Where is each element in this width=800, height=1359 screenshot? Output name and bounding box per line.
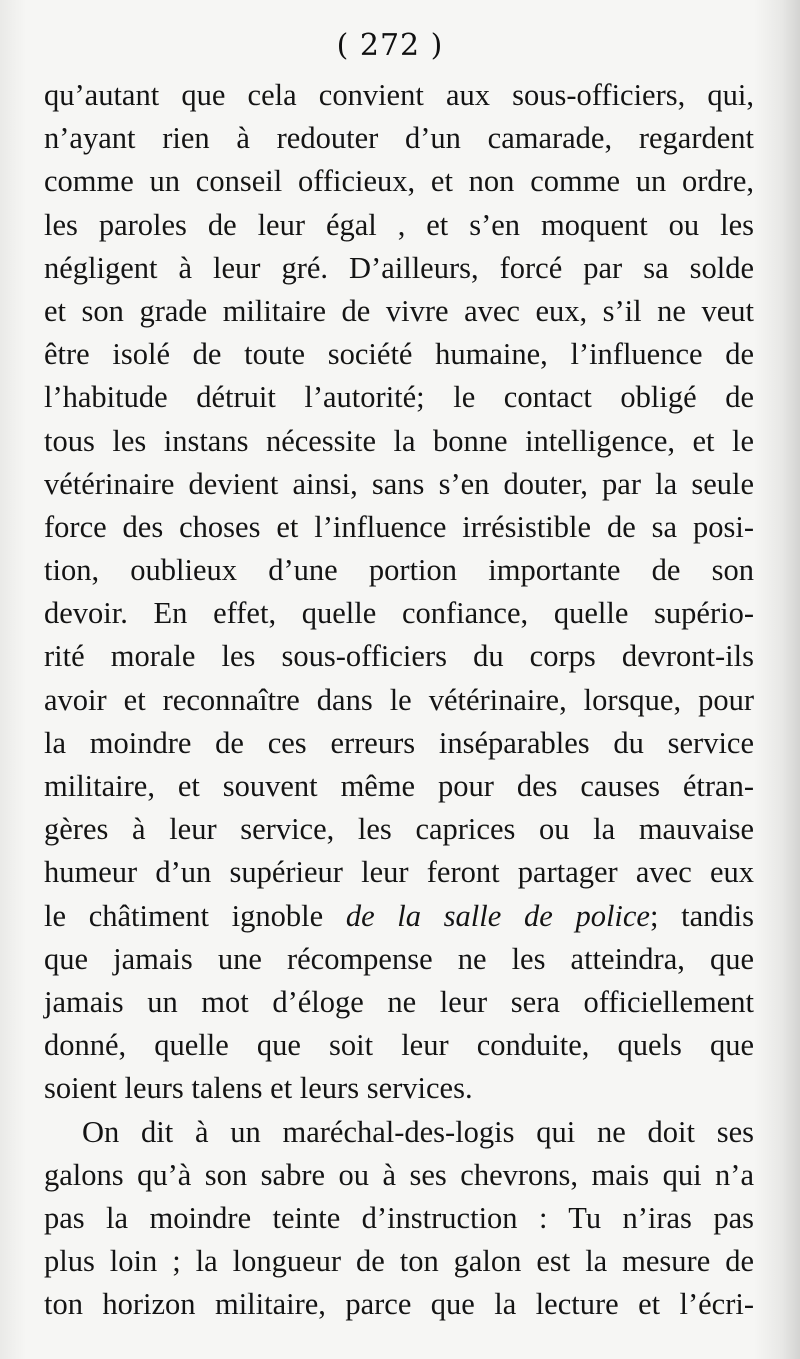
page-number: ( 272 ) (336, 28, 444, 63)
text-line: tous les instans nécessite la bonne intelligence, et le (44, 423, 754, 458)
text-line: humeur d’un supérieur leur feront partager avec eux (44, 855, 754, 890)
text-line: ton horizon militaire, parce que la lecture et l’écri- (44, 1287, 754, 1322)
text-line: gères à leur service, les caprices ou la mauvaise (44, 812, 754, 847)
text-line: donné, quelle que soit leur conduite, quels que (44, 1028, 754, 1063)
text-line: et son grade militaire de vivre avec eux, s’il ne veut (44, 293, 754, 328)
text-line: vétérinaire devient ainsi, sans s’en douter, par la seule (44, 466, 754, 501)
text-line: comme un conseil officieux, et non comme un ordre, (44, 164, 754, 199)
text-line: rité morale les sous-officiers du corps devront-ils (44, 639, 754, 674)
text-line: devoir. En effet, quelle confiance, quelle supério- (44, 596, 754, 631)
paragraph-2 (44, 1111, 754, 1327)
italic-phrase: de la salle de police (345, 898, 650, 933)
text-line: les paroles de leur égal , et s’en moquent ou les (44, 207, 754, 242)
text-line: tion, oublieux d’une portion importante de son (44, 553, 754, 588)
text-line: force des choses et l’influence irrésistible de sa posi- (44, 509, 754, 544)
text-line: la moindre de ces erreurs inséparables du service (44, 725, 754, 760)
page-body (44, 74, 754, 1326)
text-line: On dit à un maréchal-des-logis qui ne doit ses (82, 1114, 754, 1149)
text-line: soient leurs talens et leurs services. (44, 1071, 473, 1106)
text-line: galons qu’à son sabre ou à ses chevrons, mais qui n’a (44, 1157, 754, 1192)
text-line: l’habitude détruit l’autorité; le contact obligé de (44, 380, 754, 415)
text-line: pas la moindre teinte d’instruction : Tu n’iras pas (44, 1200, 754, 1235)
text-line: négligent à leur gré. D’ailleurs, forcé par sa solde (44, 250, 754, 285)
text-line: n’ayant rien à redouter d’un camarade, regardent (44, 121, 754, 156)
text-line: avoir et reconnaître dans le vétérinaire, lorsque, pour (44, 682, 754, 717)
text-line: plus loin ; la longueur de ton galon est la mesure de (44, 1244, 754, 1279)
text-segment: ; tandis (649, 898, 754, 933)
text-line: jamais un mot d’éloge ne leur sera officiellement (44, 984, 754, 1019)
text-line-chatiment (44, 895, 754, 938)
text-line: être isolé de toute société humaine, l’influence de (44, 337, 754, 372)
text-segment: le châtiment ignoble (44, 898, 346, 933)
text-line: que jamais une récompense ne les atteindra, que (44, 941, 754, 976)
text-line: qu’autant que cela convient aux sous-officiers, qui, (44, 78, 754, 112)
paragraph-1 (44, 74, 754, 1111)
text-line: militaire, et souvent même pour des causes étran- (44, 769, 754, 803)
